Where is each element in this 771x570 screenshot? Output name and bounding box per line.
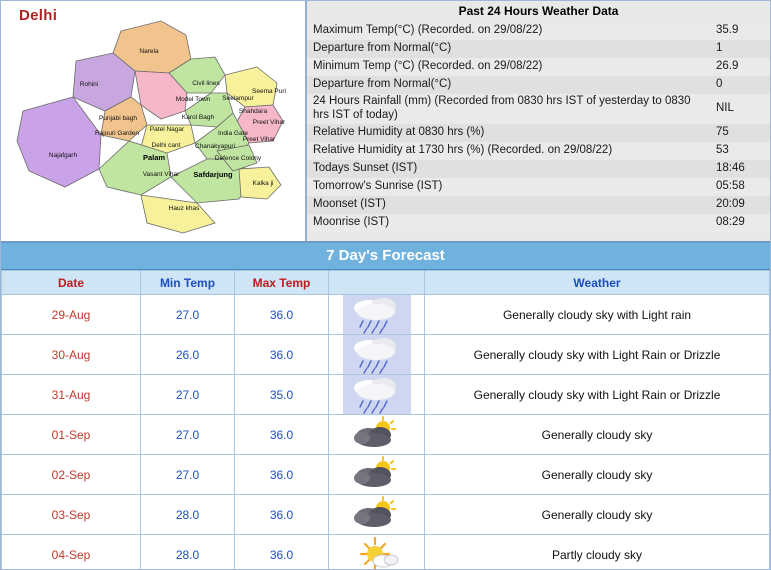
cell-date: 29-Aug bbox=[2, 295, 141, 335]
svg-text:Kalka ji: Kalka ji bbox=[252, 180, 274, 187]
row-label: Relative Humidity at 0830 hrs (%) bbox=[313, 126, 485, 139]
cell-min-temp: 27.0 bbox=[141, 375, 235, 415]
svg-text:Chanakyapuri: Chanakyapuri bbox=[194, 143, 236, 150]
forecast-table bbox=[1, 270, 770, 570]
table-row bbox=[2, 455, 770, 495]
cell-weather: Generally cloudy sky bbox=[425, 495, 770, 535]
rain-cloud-icon bbox=[343, 375, 411, 414]
table-row bbox=[307, 214, 770, 232]
svg-text:Patel Nagar: Patel Nagar bbox=[149, 126, 185, 133]
cell-min-temp: 28.0 bbox=[141, 535, 235, 570]
row-value: 0 bbox=[716, 78, 723, 91]
cell-weather: Generally cloudy sky bbox=[425, 455, 770, 495]
table-row bbox=[307, 124, 770, 142]
row-value: NIL bbox=[716, 102, 734, 115]
svg-text:Punjabi bagh: Punjabi bagh bbox=[99, 115, 137, 122]
row-value: 35.9 bbox=[716, 24, 739, 37]
row-label: Relative Humidity at 1730 hrs (%) (Recorded. on 29/08/22) bbox=[313, 144, 613, 157]
svg-text:Seema Puri: Seema Puri bbox=[252, 88, 286, 95]
table-row bbox=[307, 76, 770, 94]
svg-text:Shahdara: Shahdara bbox=[238, 108, 268, 115]
cell-min-temp: 27.0 bbox=[141, 455, 235, 495]
svg-text:Model Town: Model Town bbox=[175, 96, 211, 103]
table-row bbox=[307, 178, 770, 196]
delhi-district-map[interactable] bbox=[1, 1, 306, 241]
svg-text:Seelampur: Seelampur bbox=[222, 95, 254, 102]
svg-text:Preet Vihar: Preet Vihar bbox=[242, 136, 276, 143]
cell-weather: Generally cloudy sky with Light Rain or Drizzle bbox=[425, 375, 770, 415]
table-row bbox=[307, 22, 770, 40]
svg-text:Preet Vihar: Preet Vihar bbox=[252, 119, 286, 126]
cell-min-temp: 28.0 bbox=[141, 495, 235, 535]
svg-text:India Gate: India Gate bbox=[218, 130, 248, 137]
sun-behind-cloud-icon bbox=[349, 455, 405, 494]
row-label: Maximum Temp(°C) (Recorded. on 29/08/22) bbox=[313, 24, 543, 37]
column-header-date: Date bbox=[2, 271, 141, 295]
table-row bbox=[307, 94, 770, 124]
sun-behind-cloud-icon bbox=[349, 415, 405, 454]
svg-text:Rohini: Rohini bbox=[79, 81, 99, 88]
cell-max-temp: 36.0 bbox=[235, 535, 329, 570]
forecast-title: 7 Day's Forecast bbox=[1, 243, 770, 270]
row-value: 08:29 bbox=[716, 216, 745, 229]
sun-with-small-cloud-icon bbox=[349, 535, 405, 570]
row-value: 05:58 bbox=[716, 180, 745, 193]
top-section bbox=[1, 1, 770, 241]
row-value: 75 bbox=[716, 126, 729, 139]
row-value: 26.9 bbox=[716, 60, 739, 73]
cell-date: 30-Aug bbox=[2, 335, 141, 375]
sun-behind-cloud-icon bbox=[349, 495, 405, 534]
cell-icon bbox=[329, 535, 425, 570]
cell-date: 04-Sep bbox=[2, 535, 141, 570]
cell-weather: Partly cloudy sky bbox=[425, 535, 770, 570]
table-row bbox=[2, 415, 770, 455]
column-header-max-temp: Max Temp bbox=[235, 271, 329, 295]
table-row bbox=[2, 495, 770, 535]
row-value: 18:46 bbox=[716, 162, 745, 175]
svg-text:Narela: Narela bbox=[139, 48, 159, 55]
table-row bbox=[307, 142, 770, 160]
cell-min-temp: 27.0 bbox=[141, 415, 235, 455]
row-label: 24 Hours Rainfall (mm) (Recorded from 0830 hrs IST of yesterday to 0830 hrs IST of today) bbox=[313, 95, 691, 121]
cell-max-temp: 36.0 bbox=[235, 455, 329, 495]
cell-icon bbox=[329, 495, 425, 535]
cell-date: 02-Sep bbox=[2, 455, 141, 495]
cell-max-temp: 36.0 bbox=[235, 295, 329, 335]
table-row bbox=[307, 40, 770, 58]
cell-date: 03-Sep bbox=[2, 495, 141, 535]
cell-max-temp: 36.0 bbox=[235, 495, 329, 535]
svg-text:Karol Bagh: Karol Bagh bbox=[181, 114, 215, 121]
row-label: Moonrise (IST) bbox=[313, 216, 390, 229]
svg-text:Palam: Palam bbox=[142, 153, 166, 162]
cell-icon bbox=[329, 335, 425, 375]
page-title: Delhi bbox=[19, 7, 58, 24]
svg-text:Civil lines: Civil lines bbox=[192, 80, 220, 87]
cell-icon bbox=[329, 375, 425, 415]
cell-max-temp: 36.0 bbox=[235, 415, 329, 455]
table-row bbox=[2, 535, 770, 570]
svg-text:Hauz khas: Hauz khas bbox=[168, 205, 200, 212]
row-value: 53 bbox=[716, 144, 729, 157]
table-row bbox=[2, 295, 770, 335]
forecast-section bbox=[1, 241, 770, 570]
svg-text:Rajouri Garden: Rajouri Garden bbox=[94, 130, 140, 137]
cell-min-temp: 26.0 bbox=[141, 335, 235, 375]
table-row bbox=[307, 160, 770, 178]
column-header-weather: Weather bbox=[425, 271, 770, 295]
row-label: Minimum Temp (°C) (Recorded. on 29/08/22) bbox=[313, 60, 543, 73]
table-row bbox=[307, 58, 770, 76]
row-label: Todays Sunset (IST) bbox=[313, 162, 418, 175]
row-value: 1 bbox=[716, 42, 723, 55]
svg-text:Safdarjung: Safdarjung bbox=[193, 170, 233, 179]
svg-text:Delhi cant: Delhi cant bbox=[151, 142, 181, 149]
column-header-min-temp: Min Temp bbox=[141, 271, 235, 295]
cell-icon bbox=[329, 455, 425, 495]
cell-icon bbox=[329, 415, 425, 455]
cell-max-temp: 35.0 bbox=[235, 375, 329, 415]
past-24-hours-panel bbox=[306, 1, 770, 241]
cell-weather: Generally cloudy sky bbox=[425, 415, 770, 455]
row-value: 20:09 bbox=[716, 198, 745, 211]
cell-weather: Generally cloudy sky with Light rain bbox=[425, 295, 770, 335]
delhi-map-panel[interactable] bbox=[1, 1, 306, 241]
cell-icon bbox=[329, 295, 425, 335]
cell-min-temp: 27.0 bbox=[141, 295, 235, 335]
past-24-hours-title: Past 24 Hours Weather Data bbox=[307, 1, 770, 22]
row-label: Moonset (IST) bbox=[313, 198, 386, 211]
cell-date: 31-Aug bbox=[2, 375, 141, 415]
rain-cloud-icon bbox=[343, 295, 411, 334]
forecast-header-row bbox=[2, 271, 770, 295]
cell-weather: Generally cloudy sky with Light Rain or Drizzle bbox=[425, 335, 770, 375]
table-row bbox=[307, 196, 770, 214]
svg-text:Vasant Vihar: Vasant Vihar bbox=[142, 171, 180, 178]
rain-cloud-icon bbox=[343, 335, 411, 374]
table-row bbox=[2, 375, 770, 415]
cell-max-temp: 36.0 bbox=[235, 335, 329, 375]
cell-date: 01-Sep bbox=[2, 415, 141, 455]
svg-text:Najafgarh: Najafgarh bbox=[48, 152, 78, 159]
column-header-icon bbox=[329, 271, 425, 295]
row-label: Departure from Normal(°C) bbox=[313, 78, 452, 91]
row-label: Departure from Normal(°C) bbox=[313, 42, 452, 55]
table-row bbox=[2, 335, 770, 375]
row-label: Tomorrow's Sunrise (IST) bbox=[313, 180, 443, 193]
svg-text:Defence Colony: Defence Colony bbox=[214, 155, 262, 162]
past-24-hours-table bbox=[307, 22, 770, 232]
